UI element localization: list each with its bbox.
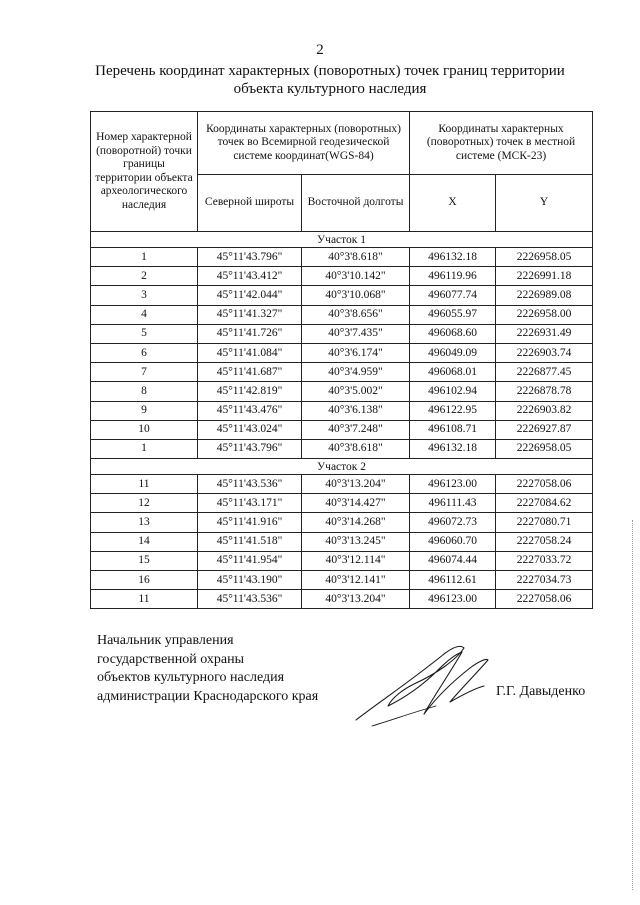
latitude-cell: 45°11'43.796"	[198, 439, 302, 458]
y-cell: 2226991.18	[496, 267, 593, 286]
x-cell: 496123.00	[410, 590, 496, 609]
table-row	[91, 363, 593, 382]
table-row	[91, 513, 593, 532]
table-row	[91, 571, 593, 590]
header-longitude: Восточной долготы	[302, 175, 410, 232]
longitude-cell: 40°3'12.141"	[302, 571, 410, 590]
latitude-cell: 45°11'41.726"	[198, 324, 302, 343]
point-number-cell: 15	[91, 551, 198, 570]
longitude-cell: 40°3'7.248"	[302, 420, 410, 439]
y-cell: 2227058.06	[496, 475, 593, 494]
point-number-cell: 1	[91, 439, 198, 458]
longitude-cell: 40°3'13.204"	[302, 475, 410, 494]
longitude-cell: 40°3'8.618"	[302, 439, 410, 458]
header-y: Y	[496, 175, 593, 232]
point-number-cell: 11	[91, 475, 198, 494]
point-number-cell: 12	[91, 494, 198, 513]
x-cell: 496112.61	[410, 571, 496, 590]
latitude-cell: 45°11'41.327"	[198, 305, 302, 324]
x-cell: 496122.95	[410, 401, 496, 420]
x-cell: 496132.18	[410, 439, 496, 458]
table-row	[91, 439, 593, 458]
latitude-cell: 45°11'43.476"	[198, 401, 302, 420]
point-number-cell: 16	[91, 571, 198, 590]
header-point-number: Номер характерной (поворотной) точки границы территории объекта археологического наследия	[91, 112, 198, 232]
y-cell: 2226927.87	[496, 420, 593, 439]
x-cell: 496077.74	[410, 286, 496, 305]
y-cell: 2226877.45	[496, 363, 593, 382]
y-cell: 2227033.72	[496, 551, 593, 570]
latitude-cell: 45°11'43.024"	[198, 420, 302, 439]
point-number-cell: 13	[91, 513, 198, 532]
x-cell: 496102.94	[410, 382, 496, 401]
x-cell: 496123.00	[410, 475, 496, 494]
x-cell: 496132.18	[410, 248, 496, 267]
scan-edge-line	[632, 520, 633, 890]
header-wgs84-group: Координаты характерных (поворотных) точек во Всемирной геодезической системе координат(WGS-84)	[198, 112, 410, 175]
table-row	[91, 324, 593, 343]
table-row	[91, 532, 593, 551]
longitude-cell: 40°3'6.174"	[302, 343, 410, 362]
table-row	[91, 551, 593, 570]
latitude-cell: 45°11'43.536"	[198, 475, 302, 494]
x-cell: 496072.73	[410, 513, 496, 532]
point-number-cell: 1	[91, 248, 198, 267]
y-cell: 2226931.49	[496, 324, 593, 343]
table-row	[91, 494, 593, 513]
y-cell: 2226903.74	[496, 343, 593, 362]
table-row	[91, 475, 593, 494]
table-row	[91, 420, 593, 439]
longitude-cell: 40°3'13.204"	[302, 590, 410, 609]
latitude-cell: 45°11'41.916"	[198, 513, 302, 532]
longitude-cell: 40°3'10.142"	[302, 267, 410, 286]
section-row	[91, 459, 593, 475]
latitude-cell: 45°11'42.044"	[198, 286, 302, 305]
longitude-cell: 40°3'6.138"	[302, 401, 410, 420]
latitude-cell: 45°11'43.190"	[198, 571, 302, 590]
longitude-cell: 40°3'7.435"	[302, 324, 410, 343]
title-line-2: объекта культурного наследия	[233, 81, 427, 97]
header-latitude: Северной широты	[198, 175, 302, 232]
x-cell: 496074.44	[410, 551, 496, 570]
longitude-cell: 40°3'4.959"	[302, 363, 410, 382]
x-cell: 496060.70	[410, 532, 496, 551]
y-cell: 2226958.05	[496, 248, 593, 267]
longitude-cell: 40°3'10.068"	[302, 286, 410, 305]
y-cell: 2227084.62	[496, 494, 593, 513]
point-number-cell: 8	[91, 382, 198, 401]
latitude-cell: 45°11'41.518"	[198, 532, 302, 551]
table-row	[91, 305, 593, 324]
coordinates-table	[90, 111, 593, 609]
y-cell: 2226989.08	[496, 286, 593, 305]
table-row	[91, 401, 593, 420]
longitude-cell: 40°3'8.656"	[302, 305, 410, 324]
x-cell: 496068.01	[410, 363, 496, 382]
latitude-cell: 45°11'43.536"	[198, 590, 302, 609]
footer-position-line-4: администрации Краснодарского края	[97, 688, 319, 704]
x-cell: 496119.96	[410, 267, 496, 286]
point-number-cell: 7	[91, 363, 198, 382]
y-cell: 2227034.73	[496, 571, 593, 590]
footer-position-line-3: объектов культурного наследия	[97, 670, 285, 685]
point-number-cell: 2	[91, 267, 198, 286]
longitude-cell: 40°3'14.427"	[302, 494, 410, 513]
longitude-cell: 40°3'5.002"	[302, 382, 410, 401]
x-cell: 496068.60	[410, 324, 496, 343]
table-row	[91, 382, 593, 401]
latitude-cell: 45°11'41.084"	[198, 343, 302, 362]
section-label: Участок 2	[91, 459, 593, 475]
x-cell: 496111.43	[410, 494, 496, 513]
longitude-cell: 40°3'8.618"	[302, 248, 410, 267]
y-cell: 2226903.82	[496, 401, 593, 420]
latitude-cell: 45°11'41.687"	[198, 363, 302, 382]
y-cell: 2226878.78	[496, 382, 593, 401]
signature-block	[97, 632, 318, 706]
y-cell: 2227058.06	[496, 590, 593, 609]
section-row	[91, 232, 593, 248]
table-row	[91, 343, 593, 362]
y-cell: 2226958.05	[496, 439, 593, 458]
table-row	[91, 248, 593, 267]
latitude-cell: 45°11'43.171"	[198, 494, 302, 513]
point-number-cell: 11	[91, 590, 198, 609]
table-body	[91, 232, 593, 609]
longitude-cell: 40°3'14.268"	[302, 513, 410, 532]
table-row	[91, 267, 593, 286]
header-msk23-group: Координаты характерных (поворотных) точек в местной системе (МСК-23)	[410, 112, 593, 175]
section-label: Участок 1	[91, 232, 593, 248]
handwritten-signature	[352, 640, 492, 730]
latitude-cell: 45°11'41.954"	[198, 551, 302, 570]
signer-name: Г.Г. Давыденко	[496, 684, 586, 699]
document-title	[60, 62, 600, 98]
longitude-cell: 40°3'12.114"	[302, 551, 410, 570]
x-cell: 496108.71	[410, 420, 496, 439]
title-line-1: Перечень координат характерных (поворотных) точек границ территории	[95, 63, 565, 79]
page-number: 2	[316, 42, 324, 58]
x-cell: 496055.97	[410, 305, 496, 324]
point-number-cell: 9	[91, 401, 198, 420]
y-cell: 2226958.00	[496, 305, 593, 324]
header-x: X	[410, 175, 496, 232]
latitude-cell: 45°11'42.819"	[198, 382, 302, 401]
footer-position-line-1: Начальник управления	[97, 633, 234, 648]
latitude-cell: 45°11'43.796"	[198, 248, 302, 267]
point-number-cell: 6	[91, 343, 198, 362]
point-number-cell: 4	[91, 305, 198, 324]
table-row	[91, 286, 593, 305]
table-row	[91, 590, 593, 609]
y-cell: 2227058.24	[496, 532, 593, 551]
point-number-cell: 14	[91, 532, 198, 551]
point-number-cell: 10	[91, 420, 198, 439]
point-number-cell: 5	[91, 324, 198, 343]
y-cell: 2227080.71	[496, 513, 593, 532]
footer-position-line-2: государственной охраны	[97, 651, 245, 667]
longitude-cell: 40°3'13.245"	[302, 532, 410, 551]
latitude-cell: 45°11'43.412"	[198, 267, 302, 286]
x-cell: 496049.09	[410, 343, 496, 362]
point-number-cell: 3	[91, 286, 198, 305]
